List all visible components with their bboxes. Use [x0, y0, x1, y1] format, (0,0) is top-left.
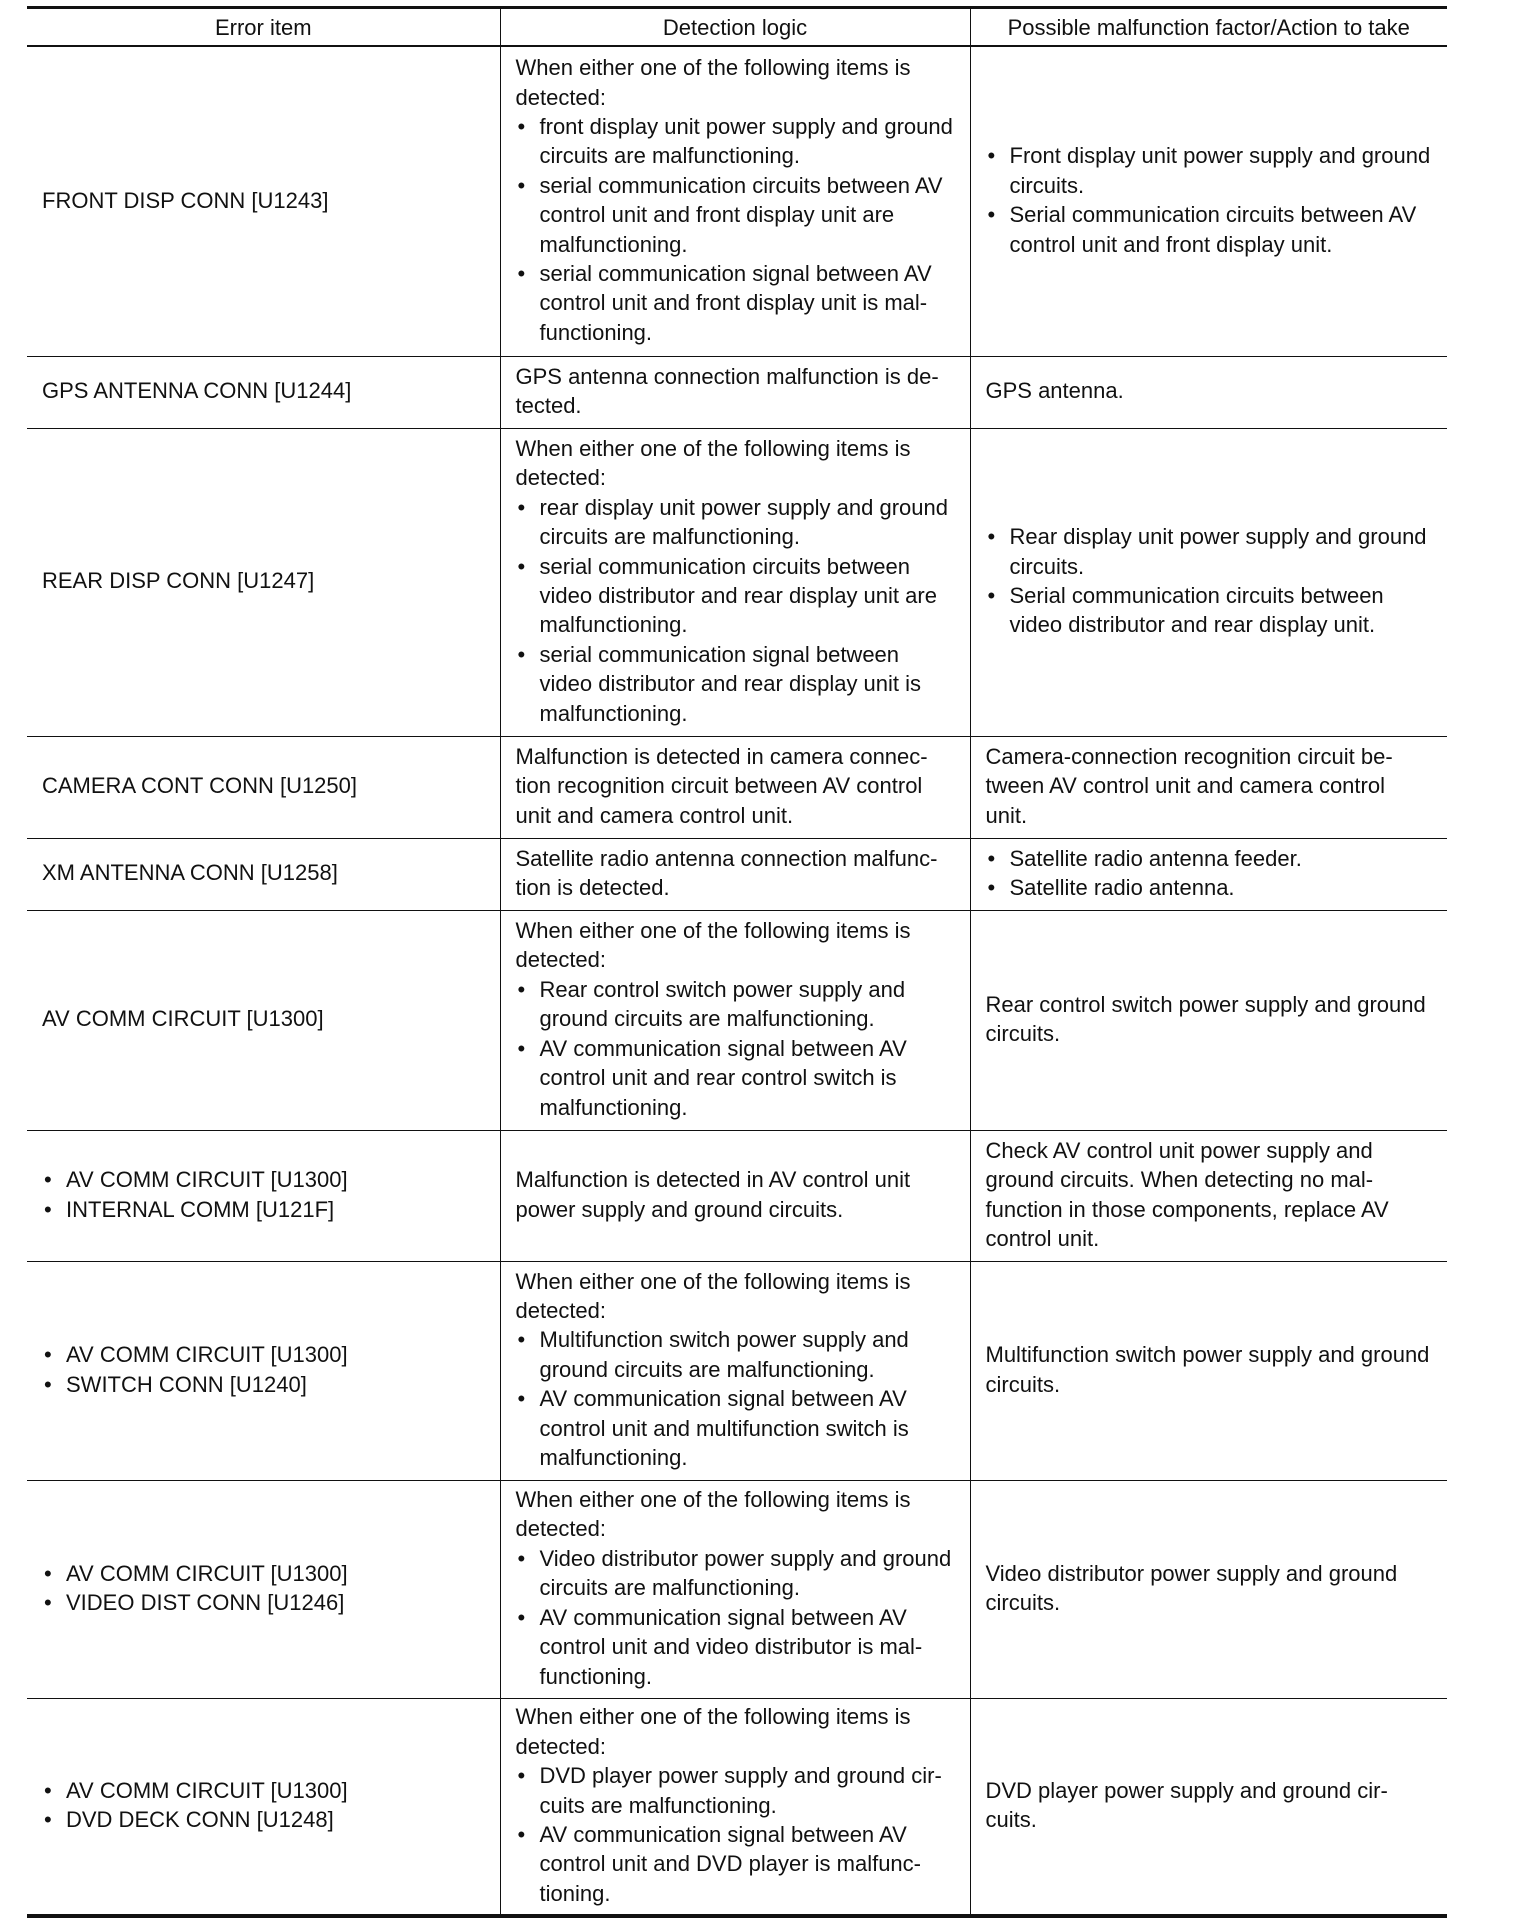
detection-bullet: • AV communication signal between AV control unit and rear control switch is malfunctioning.	[516, 1034, 955, 1122]
action-bullet: • Satellite radio antenna feeder.	[986, 844, 1433, 873]
header-action: Possible malfunction factor/Action to take	[970, 8, 1447, 47]
table-row	[27, 1261, 1447, 1480]
detection-text: Malfunction is detected in camera connec-tion recognition circuit between AV control unit and camera control unit.	[515, 743, 928, 828]
action-bullets	[986, 844, 1433, 903]
error-item-cell	[27, 46, 500, 356]
action-text: Camera-connection recognition circuit be-tween AV control unit and camera control unit.	[985, 743, 1393, 828]
table-row	[27, 428, 1447, 736]
error-item-text: GPS ANTENNA CONN [U1244]	[42, 378, 352, 404]
error-item-cell	[27, 1698, 500, 1916]
detection-text: Satellite radio antenna connection malfunc-tion is detected.	[515, 845, 938, 900]
detection-logic-cell	[500, 1480, 970, 1698]
error-item-bullets	[42, 1559, 485, 1618]
error-item-cell	[27, 910, 500, 1130]
action-cell	[970, 1698, 1447, 1916]
error-item-bullets	[42, 1776, 485, 1835]
table-row	[27, 46, 1447, 356]
action-cell	[970, 838, 1447, 910]
detection-bullet: • serial communication signal between video distributor and rear display unit is malfunctioning.	[516, 640, 955, 728]
action-text: Multifunction switch power supply and ground circuits.	[985, 1342, 1430, 1397]
detection-bullet: • Multifunction switch power supply and ground circuits are malfunctioning.	[516, 1325, 955, 1384]
detection-bullet: • DVD player power supply and ground cir-cuits are malfunctioning.	[516, 1761, 955, 1820]
action-bullets	[986, 522, 1433, 640]
error-item-bullets	[42, 1340, 485, 1399]
detection-bullet: • serial communication signal between AV control unit and front display unit is mal-functioning.	[516, 259, 955, 347]
detection-logic-cell	[500, 910, 970, 1130]
error-item-bullet: • VIDEO DIST CONN [U1246]	[42, 1588, 485, 1617]
detection-logic-cell	[500, 46, 970, 356]
action-bullet: • Satellite radio antenna.	[986, 873, 1433, 902]
action-text: Check AV control unit power supply and ground circuits. When detecting no mal-function in those components, replace AV control unit.	[985, 1137, 1389, 1251]
error-item-cell	[27, 428, 500, 736]
detection-bullet: • AV communication signal between AV control unit and multifunction switch is malfunctioning.	[516, 1384, 955, 1472]
table-row	[27, 838, 1447, 910]
error-item-bullet: • AV COMM CIRCUIT [U1300]	[42, 1559, 485, 1588]
detection-logic-cell	[500, 1130, 970, 1261]
detection-text: Malfunction is detected in AV control unit power supply and ground circuits.	[515, 1167, 911, 1222]
table-body	[27, 46, 1447, 1916]
action-bullet: • Serial communication circuits between video distributor and rear display unit.	[986, 581, 1433, 640]
table-row	[27, 356, 1447, 428]
table-row	[27, 736, 1447, 838]
error-item-cell	[27, 1130, 500, 1261]
detection-logic-cell	[500, 1261, 970, 1480]
error-item-bullet: • DVD DECK CONN [U1248]	[42, 1805, 485, 1834]
detection-bullets	[516, 1761, 955, 1908]
table-row	[27, 1130, 1447, 1261]
action-bullet: • Serial communication circuits between AV control unit and front display unit.	[986, 200, 1433, 259]
error-item-bullet: • INTERNAL COMM [U121F]	[42, 1195, 485, 1224]
header-error-item: Error item	[27, 8, 500, 47]
error-item-text: XM ANTENNA CONN [U1258]	[42, 860, 338, 886]
detection-logic-cell	[500, 428, 970, 736]
error-item-cell	[27, 1261, 500, 1480]
error-item-bullet: • AV COMM CIRCUIT [U1300]	[42, 1165, 485, 1194]
header-row	[27, 8, 1447, 47]
detection-bullet: • AV communication signal between AV control unit and video distributor is mal-functioning.	[516, 1603, 955, 1691]
error-item-cell	[27, 356, 500, 428]
detection-bullets	[516, 493, 955, 728]
action-cell	[970, 736, 1447, 838]
error-item-cell	[27, 1480, 500, 1698]
detection-bullet: • rear display unit power supply and ground circuits are malfunctioning.	[516, 493, 955, 552]
action-cell	[970, 910, 1447, 1130]
detection-logic-cell	[500, 1698, 970, 1916]
detection-logic-cell	[500, 356, 970, 428]
action-text: DVD player power supply and ground cir-cuits.	[985, 1777, 1388, 1833]
table-row	[27, 1698, 1447, 1916]
error-item-text: AV COMM CIRCUIT [U1300]	[42, 1006, 324, 1032]
error-item-cell	[27, 736, 500, 838]
error-item-bullets	[42, 1165, 485, 1224]
error-item-text: CAMERA CONT CONN [U1250]	[42, 773, 358, 799]
detection-intro: When either one of the following items is detected:	[515, 1487, 911, 1542]
detection-intro: When either one of the following items is detected:	[515, 55, 911, 110]
action-cell	[970, 1130, 1447, 1261]
action-text: GPS antenna.	[985, 378, 1124, 404]
table-header	[27, 8, 1447, 47]
table-row	[27, 1480, 1447, 1698]
error-item-text: REAR DISP CONN [U1247]	[42, 568, 315, 594]
detection-bullets	[516, 1325, 955, 1472]
detection-intro: When either one of the following items is detected:	[515, 918, 911, 973]
detection-bullet: • serial communication circuits between video distributor and rear display unit are malfunctioning.	[516, 552, 955, 640]
action-bullets	[986, 141, 1433, 259]
detection-logic-cell	[500, 736, 970, 838]
detection-bullets	[516, 1544, 955, 1691]
error-item-bullet: • AV COMM CIRCUIT [U1300]	[42, 1776, 485, 1805]
detection-bullets	[516, 975, 955, 1122]
action-bullet: • Front display unit power supply and ground circuits.	[986, 141, 1433, 200]
error-item-bullet: • SWITCH CONN [U1240]	[42, 1370, 485, 1399]
header-detection-logic: Detection logic	[500, 8, 970, 47]
detection-bullet: • front display unit power supply and ground circuits are malfunctioning.	[516, 112, 955, 171]
detection-text: GPS antenna connection malfunction is de-tected.	[515, 363, 939, 418]
action-cell	[970, 1261, 1447, 1480]
detection-bullet: • Video distributor power supply and ground circuits are malfunctioning.	[516, 1544, 955, 1603]
action-cell	[970, 1480, 1447, 1698]
action-bullet: • Rear display unit power supply and ground circuits.	[986, 522, 1433, 581]
action-text: Video distributor power supply and ground circuits.	[985, 1560, 1398, 1615]
detection-intro: When either one of the following items is detected:	[515, 1704, 911, 1759]
action-cell	[970, 428, 1447, 736]
detection-intro: When either one of the following items is detected:	[515, 1268, 911, 1323]
detection-intro: When either one of the following items is detected:	[515, 435, 911, 491]
detection-bullet: • Rear control switch power supply and ground circuits are malfunctioning.	[516, 975, 955, 1034]
error-item-cell	[27, 838, 500, 910]
action-cell	[970, 356, 1447, 428]
dtc-table	[27, 6, 1447, 1918]
detection-bullet: • AV communication signal between AV control unit and DVD player is malfunc-tioning.	[516, 1820, 955, 1908]
detection-bullet: • serial communication circuits between AV control unit and front display unit are malfunctioning.	[516, 171, 955, 259]
error-item-text: FRONT DISP CONN [U1243]	[42, 187, 329, 213]
detection-bullets	[516, 112, 955, 347]
table-row	[27, 910, 1447, 1130]
detection-logic-cell	[500, 838, 970, 910]
action-text: Rear control switch power supply and ground circuits.	[985, 991, 1426, 1046]
error-item-bullet: • AV COMM CIRCUIT [U1300]	[42, 1340, 485, 1369]
action-cell	[970, 46, 1447, 356]
